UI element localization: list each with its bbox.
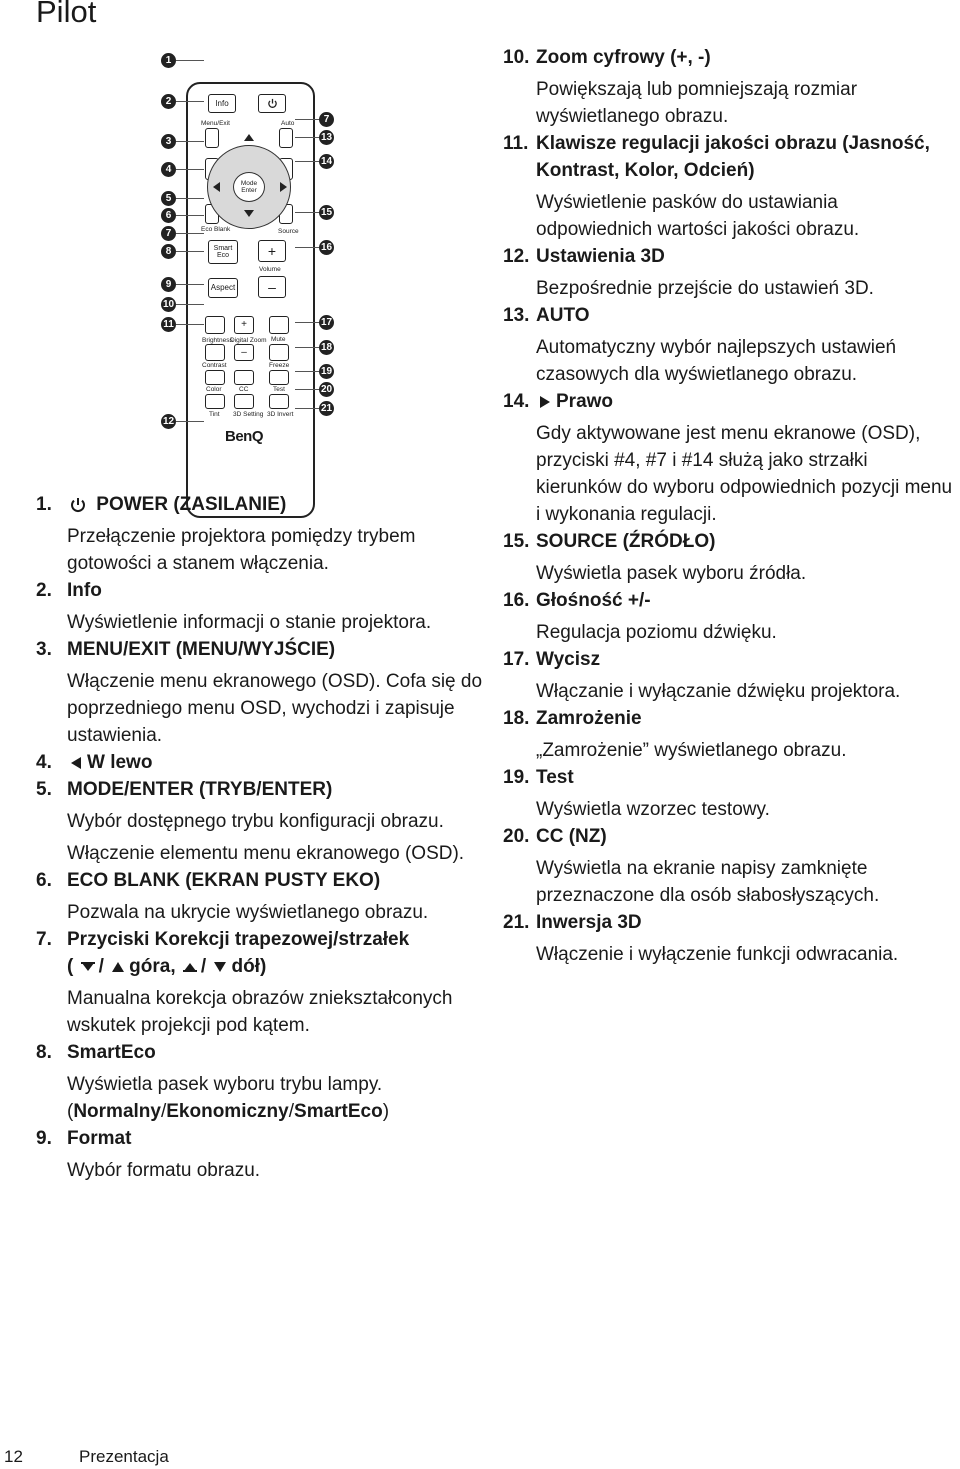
remote-menu-exit-label: Menu/Exit: [201, 120, 230, 127]
item-title: Zoom cyfrowy (+, -): [536, 47, 711, 68]
callout-leader: [176, 251, 204, 252]
remote-mute-button: [269, 316, 289, 334]
callout-21: 21: [320, 403, 333, 414]
remote-auto-label: Auto: [281, 120, 295, 127]
callout-14: 14: [320, 156, 333, 167]
item-number: 12.: [503, 246, 530, 267]
item-number: 13.: [503, 305, 530, 326]
remote-aspect-button: Aspect: [208, 278, 238, 298]
remote-3d-invert-button: [269, 394, 289, 409]
item-6: [36, 867, 486, 926]
item-description: Włączanie i wyłączanie dźwięku projektora.: [536, 681, 901, 702]
item-description: Włączenie elementu menu ekranowego (OSD).: [67, 843, 465, 864]
item-title: Test: [536, 767, 574, 788]
separator: /: [160, 1101, 167, 1122]
callout-10: 10: [162, 299, 175, 310]
keystone-up-icon: [183, 962, 197, 972]
item-18: [503, 705, 958, 764]
item-description: Wyświetlenie informacji o stanie projektora.: [67, 612, 432, 633]
footer-section: Prezentacja: [79, 1447, 169, 1466]
paren-open: (: [67, 1101, 74, 1122]
power-icon: [69, 496, 87, 514]
mode-smarteco: SmartEco: [294, 1101, 383, 1122]
callout-leader: [295, 119, 319, 120]
item-title-up: góra,: [129, 956, 176, 977]
remote-mode-enter-label: Mode Enter: [240, 179, 258, 194]
item-description: Wyświetla wzorzec testowy.: [536, 799, 770, 820]
item-description: Powiększają lub pomniejszają rozmiar wyświetlanego obrazu.: [536, 79, 858, 127]
item-title: W lewo: [87, 752, 153, 773]
item-20: [503, 823, 958, 909]
remote-test-button: [269, 370, 289, 385]
item-title: Zamrożenie: [536, 708, 642, 729]
remote-tint-button: [205, 394, 225, 409]
item-description: Bezpośrednie przejście do ustawień 3D.: [536, 278, 874, 299]
item-title: MODE/ENTER (TRYB/ENTER): [67, 779, 333, 800]
item-title: ECO BLANK (EKRAN PUSTY EKO): [67, 870, 381, 891]
callout-leader: [295, 137, 319, 138]
callout-7: 7: [161, 226, 176, 241]
remote-3d-setting-button: [234, 394, 254, 409]
item-number: 15.: [503, 531, 530, 552]
callout-leader: [295, 212, 319, 213]
remote-control-figure: [155, 50, 345, 480]
item-16: [503, 587, 958, 646]
remote-smarteco-button: Smart Eco: [208, 240, 238, 264]
callout-leader: [176, 324, 204, 325]
item-number: 7.: [36, 929, 52, 950]
item-title: SOURCE (ŹRÓDŁO): [536, 531, 716, 552]
item-8: [36, 1039, 486, 1125]
item-17: [503, 646, 958, 705]
callout-leader: [176, 141, 204, 142]
remote-mode-enter-button: [233, 172, 265, 202]
callout-leader: [176, 60, 204, 61]
item-number: 5.: [36, 779, 52, 800]
callout-leader: [176, 215, 204, 216]
item-number: 1.: [36, 494, 52, 515]
callout-20: 20: [320, 384, 333, 395]
item-title: Format: [67, 1128, 132, 1149]
item-3: [36, 636, 486, 749]
separator: /: [288, 1101, 295, 1122]
item-1: [36, 491, 486, 577]
item-description: Gdy aktywowane jest menu ekranowe (OSD), przyciski #4, #7 i #14 służą jako strzałki kierunków do wyboru odpowiednich pozycji menu i wykonania regulacji.: [536, 423, 953, 525]
callout-leader: [176, 304, 204, 305]
item-title: SmartEco: [67, 1042, 156, 1063]
callout-leader: [176, 198, 204, 199]
remote-power-button: [258, 94, 286, 113]
item-description: Włączenie menu ekranowego (OSD). Cofa się do poprzedniego menu OSD, wychodzi i zapisuje ustawienia.: [67, 671, 483, 746]
item-title: Prawo: [556, 391, 614, 412]
item-2: [36, 577, 486, 636]
remote-cc-button: [234, 370, 254, 385]
item-number: 9.: [36, 1128, 52, 1149]
callout-leader: [176, 233, 204, 234]
down-arrow-icon: [244, 210, 254, 217]
remote-digital-zoom-label: Digital Zoom: [230, 337, 267, 344]
page-number: 12: [4, 1447, 23, 1466]
item-title: Ustawienia 3D: [536, 246, 665, 267]
remote-auto-button: [279, 128, 293, 148]
item-title: Wycisz: [536, 649, 601, 670]
remote-contrast-button: [205, 344, 225, 361]
callout-2: 2: [161, 94, 176, 109]
item-number: 16.: [503, 590, 530, 611]
left-arrow-icon: [69, 756, 83, 770]
item-title-separator: /: [98, 956, 104, 977]
item-title-down: dół): [231, 956, 267, 977]
item-title: Info: [67, 580, 102, 601]
callout-leader: [176, 101, 204, 102]
callout-leader: [176, 421, 204, 422]
item-title: CC (NZ): [536, 826, 607, 847]
item-number: 6.: [36, 870, 52, 891]
right-column: [503, 44, 958, 968]
callout-17: 17: [320, 317, 333, 328]
callout-16: 16: [320, 242, 333, 253]
item-description: Wybór formatu obrazu.: [67, 1160, 261, 1181]
callout-leader: [295, 161, 319, 162]
callout-8: 8: [161, 244, 176, 259]
callout-leader: [295, 322, 319, 323]
benq-logo: BenQ: [225, 428, 264, 445]
callout-leader: [295, 247, 319, 248]
item-10: [503, 44, 958, 130]
item-21: [503, 909, 958, 968]
paren-close: ): [382, 1101, 390, 1122]
item-description: Pozwala na ukrycie wyświetlanego obrazu.: [67, 902, 429, 923]
remote-zoom-plus-button: +: [234, 316, 254, 334]
item-description-modes: [36, 1098, 486, 1125]
page-title: Pilot: [36, 0, 97, 29]
item-number: 20.: [503, 826, 530, 847]
callout-1: 1: [161, 53, 176, 68]
callout-leader: [295, 371, 319, 372]
item-15: [503, 528, 958, 587]
item-description: Automatyczny wybór najlepszych ustawień czasowych dla wyświetlanego obrazu.: [536, 337, 897, 385]
remote-cc-label: CC: [239, 386, 249, 393]
callout-leader: [176, 284, 204, 285]
callout-5: 5: [161, 191, 176, 206]
callout-13: 13: [320, 132, 333, 143]
callout-3: 3: [161, 134, 176, 149]
power-icon: [267, 98, 278, 109]
item-number: 4.: [36, 752, 52, 773]
item-number: 18.: [503, 708, 530, 729]
remote-color-label: Color: [206, 386, 222, 393]
callout-7: 7: [319, 112, 334, 127]
remote-test-label: Test: [273, 386, 285, 393]
item-7: 7. Przyciski Korekcji trapezowej/strzałek ( / góra, / dół) Manualna korekcja obrazów zniekształconych wskutek projekcji pod kątem.: [36, 926, 486, 1039]
item-number: 2.: [36, 580, 52, 601]
callout-11: 11: [161, 317, 176, 332]
item-description: Wyświetla na ekranie napisy zamknięte przeznaczone dla osób słabosłyszących.: [536, 858, 880, 906]
item-number: 11.: [503, 133, 529, 154]
item-4: [36, 749, 486, 776]
item-description: Wyświetla pasek wyboru trybu lampy.: [67, 1074, 383, 1095]
item-9: [36, 1125, 486, 1184]
remote-contrast-label: Contrast: [202, 362, 227, 369]
item-14: [503, 388, 958, 528]
item-title: AUTO: [536, 305, 590, 326]
item-description: Włączenie i wyłączenie funkcji odwracania.: [536, 944, 899, 965]
keystone-down-icon: [81, 962, 95, 972]
item-description: Wyświetla pasek wyboru źródła.: [536, 563, 807, 584]
remote-zoom-minus-button: –: [234, 344, 254, 361]
remote-mute-label: Mute: [271, 336, 286, 343]
remote-freeze-label: Freeze: [269, 362, 290, 369]
mode-normal: Normalny: [73, 1101, 161, 1122]
callout-leader: [176, 169, 204, 170]
item-12: [503, 243, 958, 302]
right-arrow-icon: [280, 182, 287, 192]
remote-source-label: Source: [278, 228, 299, 235]
remote-volume-plus-button: +: [258, 240, 286, 262]
item-description: „Zamrożenie” wyświetlanego obrazu.: [536, 740, 847, 761]
item-number: 17.: [503, 649, 530, 670]
remote-volume-minus-button: –: [258, 276, 286, 298]
item-description: Wyświetlenie pasków do ustawiania odpowiednich wartości jakości obrazu.: [536, 192, 860, 240]
remote-3d-setting-label: 3D Setting: [233, 411, 264, 418]
item-title: Inwersja 3D: [536, 912, 642, 933]
item-number: 8.: [36, 1042, 52, 1063]
item-description: Przełączenie projektora pomiędzy trybem gotowości a stanem włączenia.: [67, 526, 416, 574]
down-arrow-icon: [213, 961, 227, 973]
item-title: POWER (ZASILANIE): [96, 494, 287, 515]
item-19: [503, 764, 958, 823]
item-description: Manualna korekcja obrazów zniekształconych wskutek projekcji pod kątem.: [67, 988, 453, 1036]
remote-tint-label: Tint: [209, 411, 220, 418]
remote-freeze-button: [269, 344, 289, 361]
callout-leader: [295, 408, 319, 409]
item-title: MENU/EXIT (MENU/WYJŚCIE): [67, 639, 336, 660]
left-arrow-icon: [213, 182, 220, 192]
item-11: [503, 130, 958, 243]
remote-color-button: [205, 370, 225, 385]
callout-4: 4: [161, 162, 176, 177]
callout-6: 6: [161, 208, 176, 223]
item-number: 14.: [503, 391, 530, 412]
up-arrow-icon: [111, 961, 125, 973]
remote-volume-label: Volume: [259, 266, 281, 273]
item-description: Regulacja poziomu dźwięku.: [536, 622, 777, 643]
callout-leader: [295, 347, 319, 348]
item-description: Wybór dostępnego trybu konfiguracji obrazu.: [67, 811, 444, 832]
item-5: [36, 776, 486, 867]
callout-leader: [295, 389, 319, 390]
item-title: Przyciski Korekcji trapezowej/strzałek: [67, 929, 410, 950]
remote-brightness-label: Brightness: [202, 337, 233, 344]
remote-info-button: Info: [208, 94, 236, 113]
remote-3d-invert-label: 3D Invert: [267, 411, 294, 418]
callout-18: 18: [320, 342, 333, 353]
callout-12: 12: [162, 416, 175, 427]
remote-brightness-button: [205, 316, 225, 334]
left-column: [36, 491, 486, 1184]
item-number: 21.: [503, 912, 530, 933]
right-arrow-icon: [538, 395, 552, 409]
mode-economic: Ekonomiczny: [166, 1101, 289, 1122]
item-title: Klawisze regulacji jakości obrazu (Jasność, Kontrast, Kolor, Odcień): [536, 133, 930, 181]
item-number: 3.: [36, 639, 52, 660]
callout-9: 9: [161, 277, 176, 292]
remote-eco-blank-label: Eco Blank: [201, 226, 231, 233]
remote-menu-exit-button: [205, 128, 219, 148]
callout-19: 19: [320, 366, 333, 377]
up-arrow-icon: [244, 134, 254, 141]
item-13: [503, 302, 958, 388]
item-number: 19.: [503, 767, 530, 788]
item-title-separator: /: [200, 956, 207, 977]
item-title: Głośność +/-: [536, 590, 651, 611]
item-number: 10.: [503, 47, 530, 68]
callout-15: 15: [320, 207, 333, 218]
